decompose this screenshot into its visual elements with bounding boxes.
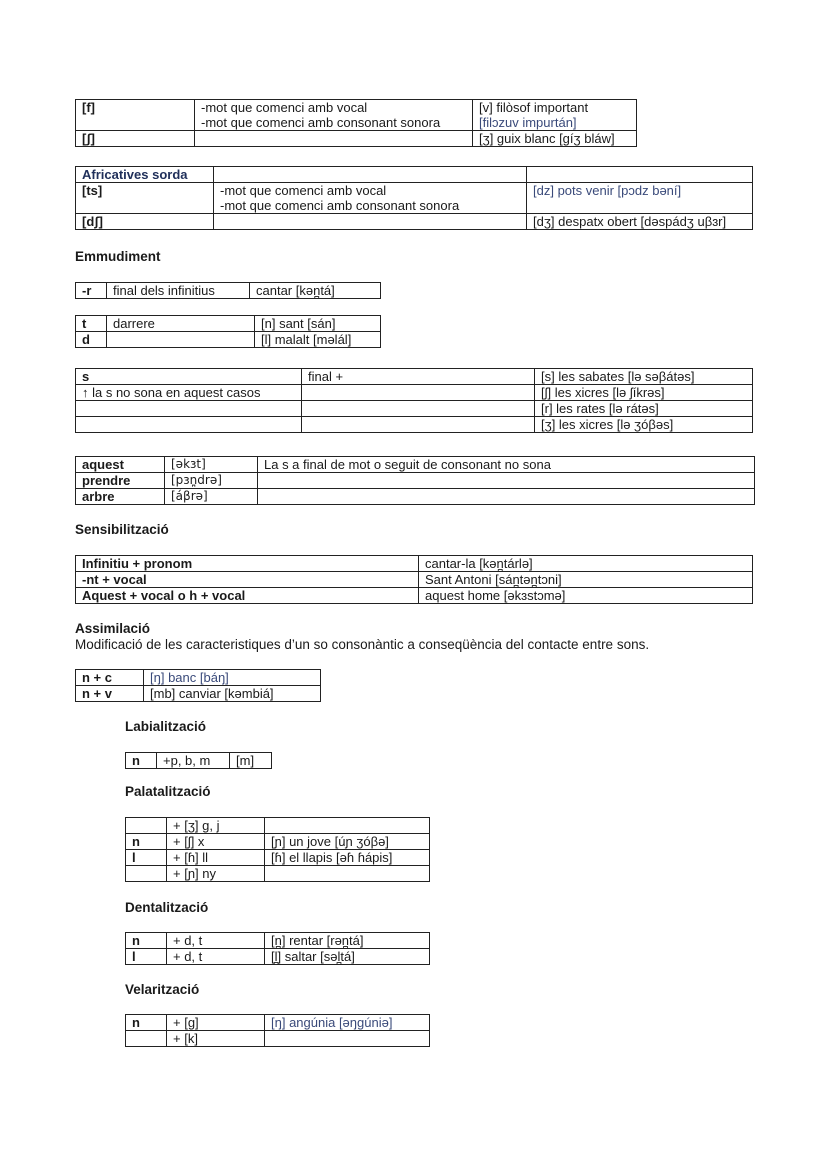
velaritzacio-table: [125, 1014, 430, 1047]
table-row: n + d, t [n̪] rentar [rən̪tá]: [126, 933, 430, 949]
table-row: [ʒ] les xicres [lə ʒóβəs]: [76, 417, 753, 433]
section-title-labialitzacio: Labialització: [125, 719, 207, 734]
table-row: [r] les rates [lə rátəs]: [76, 401, 753, 417]
sensibilitzacio-table: [75, 555, 753, 604]
emmudiment-td-table: [75, 315, 381, 348]
table-row: prendre [pɜn̪drə]: [76, 473, 755, 489]
table-row: n + [g] [ŋ] angúnia [əŋgúniə]: [126, 1015, 430, 1031]
context-cell: -mot que comenci amb vocal -mot que comenci amb consonant sonora: [214, 183, 527, 214]
table-header-row: [76, 167, 753, 183]
dentalitzacio-table: [125, 932, 430, 965]
table-row: -nt + vocal Sant Antoni [sán̪tən̪tɔni]: [76, 572, 753, 588]
emmudiment-words-table: [75, 456, 755, 505]
table-row: n +p, b, m [m]: [126, 753, 272, 769]
context-cell: -mot que comenci amb vocal -mot que comenci amb consonant sonora: [195, 100, 473, 131]
table-row: ↑ la s no sona en aquest casos [ʃ] les xicres [lə ʃíkrəs]: [76, 385, 753, 401]
africatives-table: [75, 166, 753, 230]
example-cell: [ʒ] guix blanc [gíʒ bláw]: [473, 131, 637, 147]
context-cell: [195, 131, 473, 147]
assimilacio-table: [75, 669, 321, 702]
fricatives-table: [75, 99, 637, 147]
table-row: aquest [əkɜt] La s a final de mot o seguit de consonant no sona: [76, 457, 755, 473]
table-row: [76, 214, 753, 230]
section-title-assimilacio: Assimilació: [75, 621, 151, 636]
table-row: -r final dels infinitius cantar [kən̪tá]: [76, 283, 381, 299]
table-row: l + [ɦ] ll [ɦ] el llapis [əɦ ɦápis]: [126, 850, 430, 866]
labialitzacio-table: [125, 752, 272, 769]
table-row: [76, 100, 637, 131]
example-cell: [dz] pots venir [pɔdz bəní]: [527, 183, 753, 214]
table-row: [76, 183, 753, 214]
section-title-velaritzacio: Velarització: [125, 982, 200, 997]
emmudiment-r-table: [75, 282, 381, 299]
table-row: n + v [mb] canviar [kəmbiá]: [76, 686, 321, 702]
table-row: Aquest + vocal o h + vocal aquest home [əkɜstɔmə]: [76, 588, 753, 604]
palatalitzacio-table: [125, 817, 430, 882]
assimilacio-description: Modificació de les caracteristiques d’un so consonàntic a conseqüència del contacte entre sons.: [75, 637, 650, 652]
table-row: t darrere [n] sant [sán]: [76, 316, 381, 332]
emmudiment-s-table: [75, 368, 753, 433]
table-row: Infinitiu + pronom cantar-la [kən̪tárlə]: [76, 556, 753, 572]
table-row: n + [ʃ] x [ɲ] un jove [úɲ ʒóβə]: [126, 834, 430, 850]
table-row: d [l] malalt [məlál]: [76, 332, 381, 348]
africatives-header: Africatives sorda: [76, 167, 214, 183]
table-row: + [k]: [126, 1031, 430, 1047]
section-title-dentalitzacio: Dentalització: [125, 900, 209, 915]
sound-cell: [ʃ]: [76, 131, 195, 147]
table-row: n + c [ŋ] banc [báŋ]: [76, 670, 321, 686]
sound-cell: [f]: [76, 100, 195, 131]
table-row: [76, 131, 637, 147]
example-cell: [v] filòsof important [filɔzuv impurtán]: [473, 100, 637, 131]
section-title-sensibilitzacio: Sensibilització: [75, 522, 169, 537]
sound-cell: [ts]: [76, 183, 214, 214]
example-cell: [dʒ] despatx obert [dəspádʒ uβɜr]: [527, 214, 753, 230]
section-title-emmudiment: Emmudiment: [75, 249, 161, 264]
table-row: l + d, t [l̪] saltar [səl̪tá]: [126, 949, 430, 965]
section-title-palatalitzacio: Palatalització: [125, 784, 211, 799]
table-row: + [ʒ] g, j: [126, 818, 430, 834]
table-row: s final + [s] les sabates [lə səβátəs]: [76, 369, 753, 385]
table-row: + [ɲ] ny: [126, 866, 430, 882]
table-row: arbre [áβrə]: [76, 489, 755, 505]
sound-cell: [dʃ]: [76, 214, 214, 230]
